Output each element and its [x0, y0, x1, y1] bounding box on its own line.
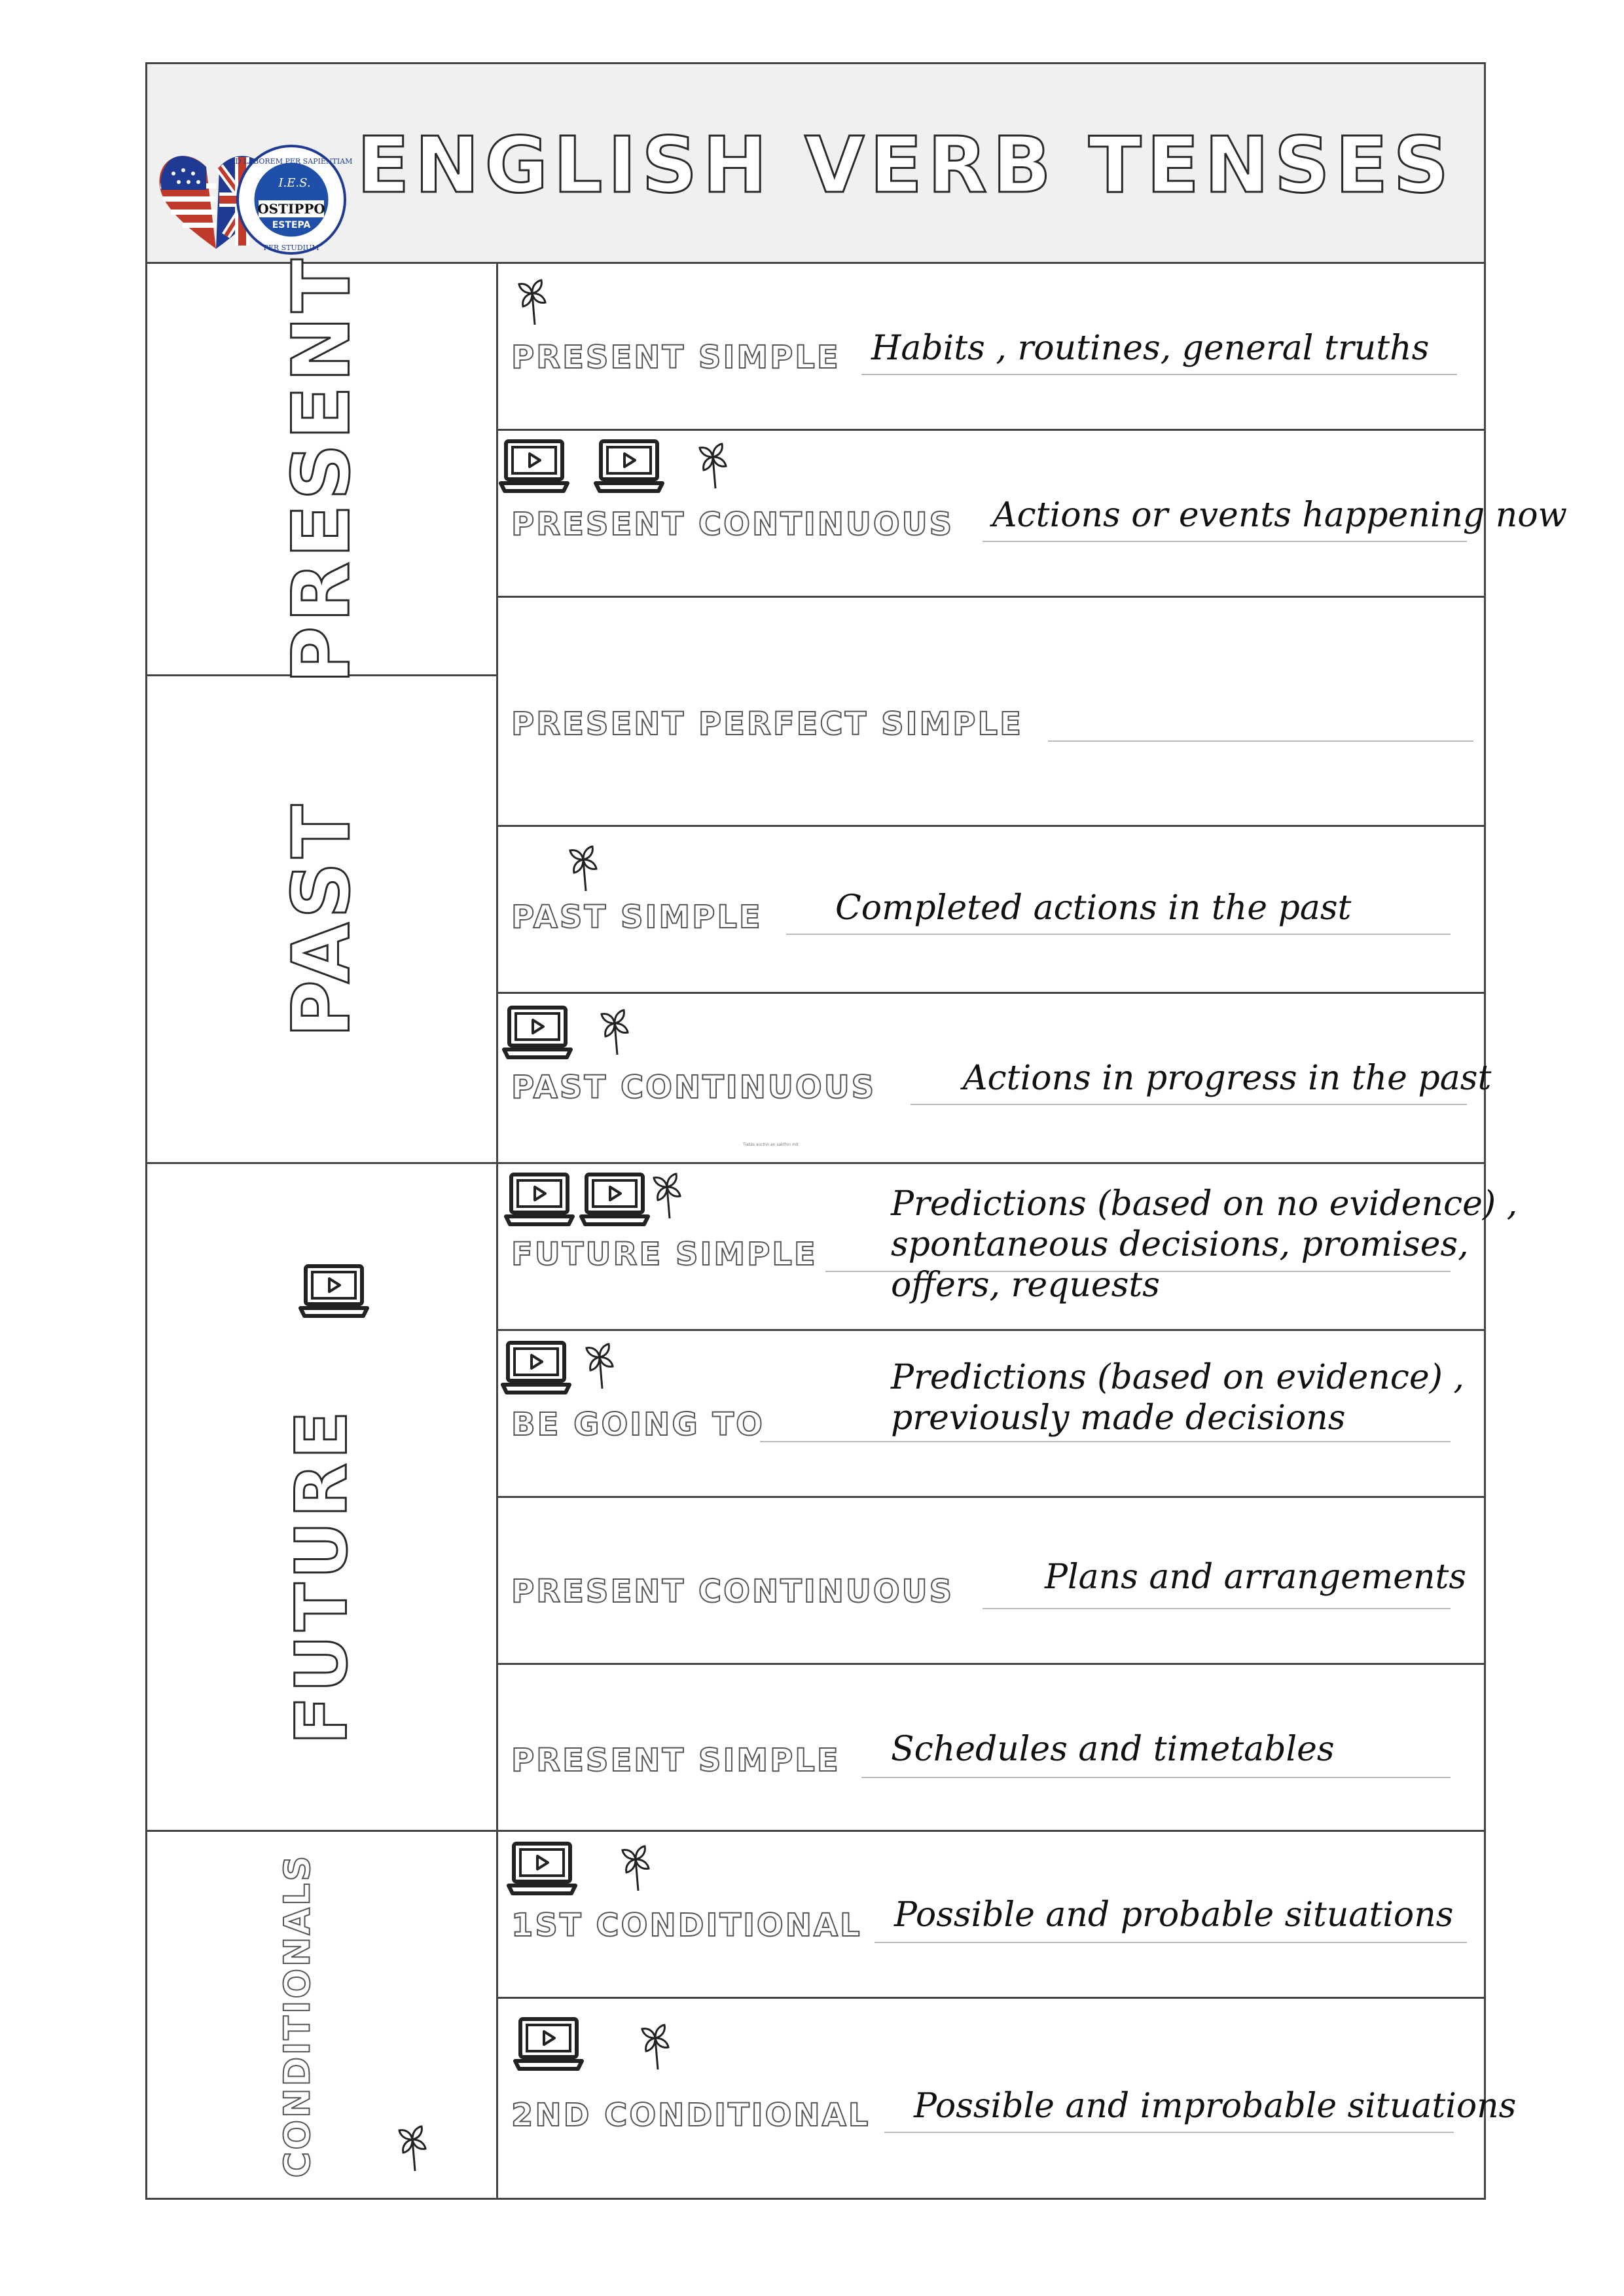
logo-ies: I.E.S. [278, 176, 311, 190]
row-future-simple [498, 1164, 1518, 1331]
section-label-present: PRESENT [276, 254, 367, 684]
tense-description-line: Predictions (based on no evidence) , [891, 1184, 1518, 1224]
tense-description: Schedules and timetables [891, 1730, 1335, 1769]
tense-label: PAST CONTINUOUS [511, 1069, 876, 1106]
logo-bottom-arc: PER STUDIUM [263, 244, 319, 252]
row-present-perfect-simple [498, 598, 1486, 827]
video-laptop-icon[interactable] [513, 2015, 585, 2074]
section-label-conditionals: CONDITIONALS [276, 1853, 317, 2178]
answer-line [861, 374, 1457, 375]
tense-description-line: previously made decisions [891, 1398, 1346, 1438]
tense-label: PRESENT CONTINUOUS [511, 506, 954, 543]
answer-line [911, 1104, 1467, 1105]
footnote: Tiatás auctivi an sakthin mit [743, 1142, 799, 1147]
row-be-going-to [498, 1331, 1486, 1498]
title-band [147, 64, 1484, 264]
pinwheel-icon[interactable] [693, 437, 732, 490]
tense-description-line: Predictions (based on evidence) , [891, 1358, 1464, 1397]
pinwheel-icon[interactable] [513, 274, 552, 326]
tense-description-line: spontaneous decisions, promises, [891, 1225, 1469, 1264]
video-laptop-icon[interactable] [503, 1171, 575, 1230]
pinwheel-icon[interactable] [564, 840, 603, 892]
logo-top-arc: AD LABOREM PER SAPIENTIAM [230, 157, 353, 166]
verb-tenses-sheet [145, 62, 1568, 2200]
tense-description: Actions or events happening now [992, 496, 1568, 535]
tense-description: Plans and arrangements [1045, 1558, 1467, 1597]
row-present-simple-future [498, 1665, 1486, 1832]
section-past [147, 676, 498, 1164]
section-label-past: PAST [276, 800, 367, 1038]
video-laptop-icon[interactable] [298, 1262, 370, 1321]
row-present-continuous [498, 431, 1568, 598]
row-present-simple [498, 264, 1486, 431]
tense-label: 2ND CONDITIONAL [511, 2097, 871, 2134]
answer-line [786, 934, 1451, 935]
row-second-conditional [498, 1999, 1517, 2200]
tense-description: Possible and probable situations [894, 1895, 1454, 1935]
section-label-future: FUTURE [281, 1406, 363, 1745]
pinwheel-icon[interactable] [595, 1004, 634, 1056]
page-title: ENGLISH VERB TENSES [357, 120, 1454, 210]
answer-line [1048, 740, 1473, 742]
video-laptop-icon[interactable] [593, 437, 665, 496]
school-logo [154, 137, 383, 255]
answer-line [884, 2132, 1454, 2133]
row-past-continuous [498, 994, 1492, 1164]
answer-line [875, 1942, 1467, 1943]
pinwheel-icon[interactable] [580, 1338, 619, 1390]
row-present-continuous-future [498, 1498, 1486, 1665]
tense-description: Actions in progress in the past [963, 1059, 1492, 1098]
tense-description: Habits , routines, general truths [871, 329, 1430, 368]
tense-label: PRESENT PERFECT SIMPLE [511, 706, 1023, 742]
pinwheel-icon[interactable] [636, 2018, 675, 2071]
video-laptop-icon[interactable] [579, 1171, 651, 1230]
tense-label: PAST SIMPLE [511, 899, 763, 936]
tense-label: BE GOING TO [511, 1406, 765, 1443]
tense-description-line: offers, requests [891, 1266, 1160, 1305]
answer-line [861, 1777, 1451, 1778]
section-present [147, 254, 498, 684]
row-first-conditional [498, 1832, 1486, 1999]
row-past-simple [498, 827, 1486, 994]
tense-label: PRESENT SIMPLE [511, 1742, 840, 1779]
tense-label: PRESENT SIMPLE [511, 339, 840, 376]
pinwheel-icon[interactable] [616, 1840, 655, 1892]
answer-line [760, 1441, 1451, 1442]
answer-line [983, 1608, 1451, 1609]
logo-town: ESTEPA [272, 220, 311, 230]
video-laptop-icon[interactable] [501, 1004, 573, 1063]
tense-label: 1ST CONDITIONAL [511, 1907, 862, 1944]
video-laptop-icon[interactable] [500, 1339, 572, 1398]
video-laptop-icon[interactable] [498, 437, 570, 496]
video-laptop-icon[interactable] [506, 1840, 578, 1899]
answer-line [983, 541, 1467, 542]
tense-label: PRESENT CONTINUOUS [511, 1573, 954, 1610]
tense-description: Possible and improbable situations [914, 2086, 1517, 2126]
pinwheel-icon[interactable] [393, 2120, 432, 2172]
section-future [147, 1164, 498, 1832]
section-conditionals [147, 1832, 498, 2200]
tense-description: Completed actions in the past [835, 888, 1352, 928]
pinwheel-icon[interactable] [647, 1167, 687, 1220]
logo-name: OSTIPPO [257, 201, 325, 217]
tense-label: FUTURE SIMPLE [511, 1236, 818, 1273]
